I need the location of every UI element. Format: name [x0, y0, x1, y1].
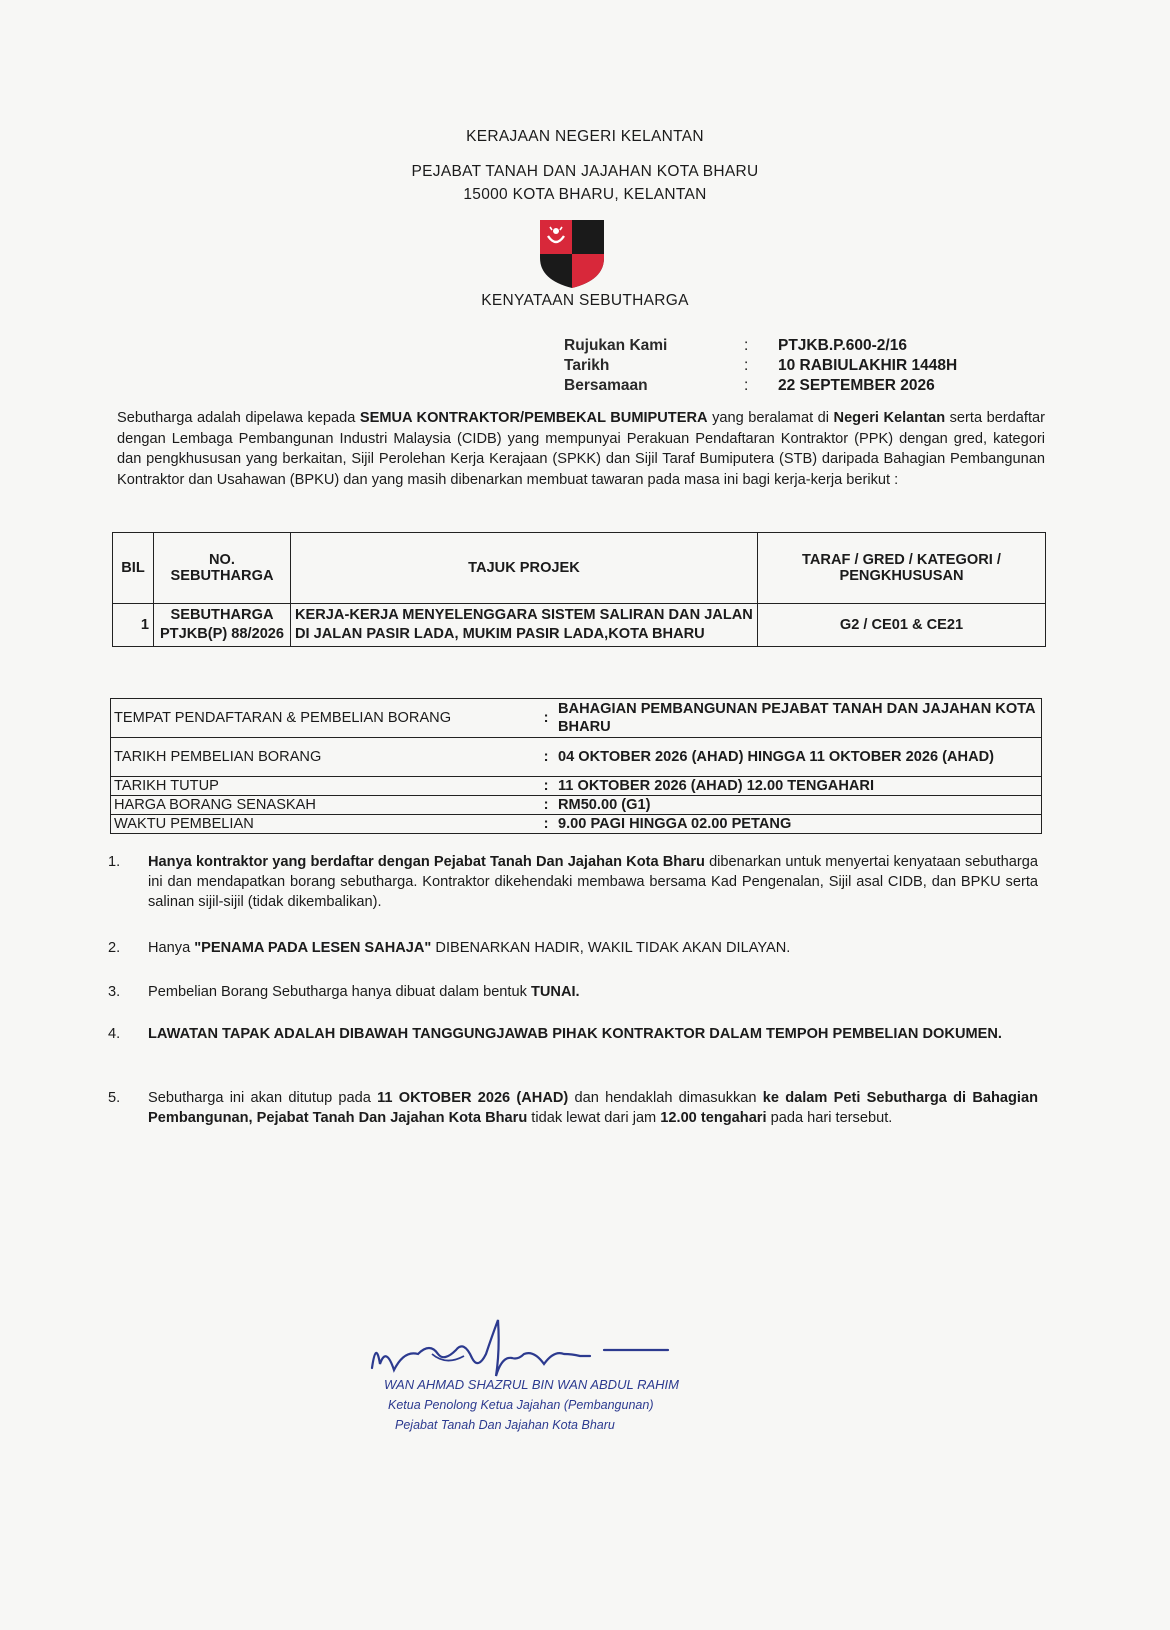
item-pre: Hanya — [148, 940, 195, 956]
intro-paragraph — [117, 408, 1045, 490]
detail-value: RM50.00 (G1) — [555, 796, 1042, 815]
signatory-role: Ketua Penolong Ketua Jajahan (Pembangunan) — [388, 1398, 654, 1412]
column-header: TAJUK PROJEK — [291, 533, 758, 604]
document-title: KENYATAAN SEBUTHARGA — [481, 292, 689, 309]
table-row — [111, 777, 1042, 796]
table-row — [111, 796, 1042, 815]
table-row — [111, 699, 1042, 738]
reference-value: PTJKB.P.600-2/16 — [778, 337, 907, 354]
detail-colon: : — [537, 777, 555, 796]
item-text-part: tidak lewat dari jam — [527, 1110, 661, 1126]
detail-label: HARGA BORANG SENASKAH — [111, 796, 538, 815]
item-rest: DIBENARKAN HADIR, WAKIL TIDAK AKAN DILAYAN. — [431, 940, 791, 956]
item-number: 2. — [108, 940, 121, 956]
intro-text: serta berdaftar dengan Lembaga Pembangunan Industri Malaysia (CIDB) yang mempunyai Perakuan Pendaftaran Kontraktor (PPK) dengan gred, kategori dan pengkhususan yang berkaitan, Sijil Perolehan Kerja Kerajaan (SPKK) dan Sijil Taraf Bumiputera (STB) daripada Bahagian Pembangunan Kontraktor dan Usahawan (BPKU) dan yang masih dibenarkan membuat tawaran pada masa ini bagi kerja-kerja berikut : — [117, 410, 1046, 488]
item-pre: Pembelian Borang Sebutharga hanya dibuat dalam bentuk — [148, 984, 531, 1000]
table-cell: 1 — [113, 604, 154, 647]
table-cell: SEBUTHARGA PTJKB(P) 88/2026 — [154, 604, 291, 647]
item-text — [148, 938, 1038, 958]
intro-text: yang beralamat di — [707, 410, 834, 426]
list-item — [108, 938, 1038, 958]
detail-value: 04 OKTOBER 2026 (AHAD) HINGGA 11 OKTOBER 2026 (AHAD) — [555, 738, 1042, 777]
detail-label: TARIKH PEMBELIAN BORANG — [111, 738, 538, 777]
item-bold: 11 OKTOBER 2026 (AHAD) — [377, 1090, 569, 1106]
item-text-part: dan hendaklah dimasukkan — [568, 1090, 763, 1106]
detail-value: BAHAGIAN PEMBANGUNAN PEJABAT TANAH DAN JAJAHAN KOTA BHARU — [555, 699, 1042, 738]
item-bold: "PENAMA PADA LESEN SAHAJA" — [194, 940, 432, 956]
reference-label: Rujukan Kami — [564, 337, 668, 354]
detail-value: 9.00 PAGI HINGGA 02.00 PETANG — [555, 815, 1042, 834]
detail-colon: : — [537, 738, 555, 777]
item-text — [148, 982, 1038, 1002]
detail-label: WAKTU PEMBELIAN — [111, 815, 538, 834]
signatory-name: WAN AHMAD SHAZRUL BIN WAN ABDUL RAHIM — [384, 1377, 679, 1392]
item-text: LAWATAN TAPAK ADALAH DIBAWAH TANGGUNGJAWAB PIHAK KONTRAKTOR DALAM TEMPOH PEMBELIAN DOKUMEN. — [148, 1026, 1002, 1042]
reference-value: 10 RABIULAKHIR 1448H — [778, 357, 958, 374]
signature-image — [368, 1310, 698, 1430]
item-text — [148, 1088, 1038, 1128]
reference-label: Tarikh — [564, 357, 610, 374]
item-number: 1. — [108, 854, 121, 870]
list-item — [108, 852, 1038, 912]
column-header: TARAF / GRED / KATEGORI / PENGKHUSUSAN — [758, 533, 1046, 604]
office-name: PEJABAT TANAH DAN JAJAHAN KOTA BHARU — [411, 163, 759, 180]
detail-value: 11 OKTOBER 2026 (AHAD) 12.00 TENGAHARI — [555, 777, 1042, 796]
table-header-row — [113, 533, 1046, 604]
item-number: 3. — [108, 984, 121, 1000]
item-text-part: Sebutharga ini akan ditutup pada — [148, 1090, 378, 1106]
detail-colon: : — [537, 815, 555, 834]
reference-value: 22 SEPTEMBER 2026 — [778, 377, 935, 394]
reference-colon: : — [744, 357, 749, 374]
list-item — [108, 1024, 1038, 1044]
item-number: 4. — [108, 1026, 121, 1042]
detail-label: TARIKH TUTUP — [111, 777, 538, 796]
item-bold: 12.00 tengahari — [660, 1110, 767, 1126]
list-item — [108, 982, 1038, 1002]
kelantan-crest-icon — [538, 218, 606, 290]
detail-colon: : — [537, 796, 555, 815]
table-row — [111, 815, 1042, 834]
table-row — [113, 604, 1046, 647]
list-item — [108, 1088, 1038, 1128]
reference-row — [564, 336, 957, 356]
government-name: KERAJAAN NEGERI KELANTAN — [466, 128, 704, 145]
detail-label: TEMPAT PENDAFTARAN & PEMBELIAN BORANG — [111, 699, 538, 738]
column-header: NO. SEBUTHARGA — [154, 533, 291, 604]
table-cell: G2 / CE01 & CE21 — [758, 604, 1046, 647]
detail-colon: : — [537, 699, 555, 738]
intro-bold: Negeri Kelantan — [833, 410, 946, 426]
item-text — [148, 852, 1038, 912]
item-bold: ke dalam Peti Sebutharga di Bahagian Pembangunan, Pejabat Tanah Dan Jajahan Kota Bharu — [148, 1090, 1039, 1126]
reference-row — [564, 356, 957, 376]
reference-block — [564, 336, 957, 396]
reference-colon: : — [744, 377, 749, 394]
intro-bold: SEMUA KONTRAKTOR/PEMBEKAL BUMIPUTERA — [359, 410, 708, 426]
project-table — [112, 532, 1046, 647]
details-table — [110, 698, 1042, 834]
reference-row — [564, 376, 957, 396]
office-address: 15000 KOTA BHARU, KELANTAN — [463, 186, 707, 203]
item-rest: dibenarkan untuk menyertai kenyataan sebutharga ini dan mendapatkan borang sebutharga. Kontraktor dikehendaki membawa bersama Kad Pengenalan, Sijil asal CIDB, dan BPKU serta salinan sijil-sijil (tidak dikembalikan). — [148, 854, 1038, 910]
reference-label: Bersamaan — [564, 377, 648, 394]
table-cell: KERJA-KERJA MENYELENGGARA SISTEM SALIRAN DAN JALAN DI JALAN PASIR LADA, MUKIM PASIR LADA,KOTA BHARU — [291, 604, 758, 647]
item-text-part: pada hari tersebut. — [766, 1110, 893, 1126]
item-bold: TUNAI. — [530, 984, 580, 1000]
table-row — [111, 738, 1042, 777]
item-bold: Hanya kontraktor yang berdaftar dengan Pejabat Tanah Dan Jajahan Kota Bharu — [148, 854, 705, 870]
reference-colon: : — [744, 337, 749, 354]
column-header: BIL — [113, 533, 154, 604]
intro-text: Sebutharga adalah dipelawa kepada — [117, 410, 360, 426]
item-number: 5. — [108, 1090, 121, 1106]
signatory-organization: Pejabat Tanah Dan Jajahan Kota Bharu — [395, 1418, 615, 1432]
